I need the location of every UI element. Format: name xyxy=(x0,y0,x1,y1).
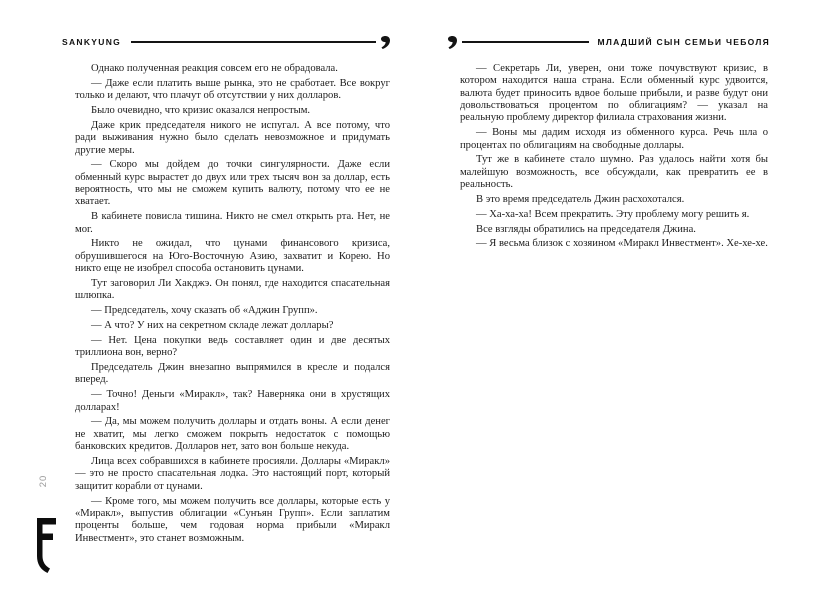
paragraph: — Да, мы можем получить доллары и отдать воны. А если денег не хватит, мы легко сможем покрыть недостаток с помощью банковских кредитов. Долларов нет, зато вон больше некуда. xyxy=(75,416,390,453)
header-rule-right xyxy=(462,41,589,44)
left-page-text xyxy=(75,63,390,545)
comma-ornament-icon xyxy=(448,36,457,49)
right-running-head-title: МЛАДШИЙ СЫН СЕМЬИ ЧЕБОЛЯ xyxy=(597,37,770,47)
paragraph: — Я весьма близок с хозяином «Миракл Инвестмент». Хе-хе-хе. xyxy=(476,238,768,250)
paragraph: Было очевидно, что кризис оказался непростым. xyxy=(91,105,311,117)
page-number: 20 xyxy=(38,474,49,488)
paragraph: Все взгляды обратились на председателя Джина. xyxy=(476,223,696,235)
right-page-text xyxy=(460,63,768,251)
paragraph: — Кроме того, мы можем получить все доллары, которые есть у «Миракл», выпустив облигации «Сунъян Групп». Если заплатим проценты больше, чем годовая норма прибыли «Миракл Инвестмент», это станет возможным. xyxy=(75,495,390,544)
left-running-header xyxy=(62,36,390,48)
paragraph: Однако полученная реакция совсем его не обрадовала. xyxy=(91,63,338,74)
paragraph: — Скоро мы дойдем до точки сингулярности. Даже если обменный курс вырастет до двух или трех тысяч вон за доллар, есть вероятность, что мы не сможем купить валюту, потому что ее не хватает. xyxy=(75,159,390,208)
paragraph: — Даже если платить выше рынка, это не сработает. Все вокруг только и делают, что плачут об отсутствии у них долларов. xyxy=(75,77,390,102)
page-right xyxy=(448,36,770,253)
paragraph: — Воны мы дадим исходя из обменного курса. Речь шла о процентах по облигациям на свободные доллары. xyxy=(460,127,768,151)
paragraph: — Председатель, хочу сказать об «Аджин Групп». xyxy=(91,305,318,317)
right-running-header xyxy=(448,36,770,48)
paragraph: — Точно! Деньги «Миракл», так? Наверняка они в хрустящих долларах! xyxy=(75,389,390,413)
paragraph: В это время председатель Джин расхохотался. xyxy=(476,193,685,205)
paragraph: — Ха-ха-ха! Всем прекратить. Эту проблему могу решить я. xyxy=(476,208,750,220)
paragraph: — Секретарь Ли, уверен, они тоже почувствуют кризис, в котором находится наша страна. Если обменный курс удвоится, валюта будет приносить вдвое больше прибыли, и разве будут они довольствоваться процентом по облигациям? — указал на реальную проблему директор филиала страхования жизни. xyxy=(460,63,768,124)
paragraph: Тут заговорил Ли Хакджэ. Он понял, где находится спасательная шлюпка. xyxy=(75,278,390,302)
paragraph: Никто не ожидал, что цунами финансового кризиса, обрушившегося на Юго-Восточную Азию, захватит и Корею. Но никто еще не изобрел способа остановить цунами. xyxy=(75,238,390,275)
paragraph: Тут же в кабинете стало шумно. Раз удалось найти хотя бы малейшую возможность, все обсуждали, как превратить ее в реальность. xyxy=(460,154,768,191)
left-running-head-title: SANKYUNG xyxy=(62,37,122,47)
comma-ornament-icon xyxy=(381,36,390,49)
paragraph: Даже крик председателя никого не испугал. А все потому, что ради выживания нужно было сделать невозможное и придумать другие меры. xyxy=(75,119,390,156)
page-left xyxy=(62,36,390,547)
paragraph: Лица всех собравшихся в кабинете просияли. Доллары «Миракл» — это не просто спасательная лодка. Это настоящий порт, который защитит корабли от цунами. xyxy=(75,455,390,492)
series-bracket-ornament-icon xyxy=(33,516,57,574)
paragraph: — А что? У них на секретном складе лежат доллары? xyxy=(91,320,334,332)
paragraph: В кабинете повисла тишина. Никто не смел открыть рта. Нет, не мог. xyxy=(75,211,390,235)
paragraph: — Нет. Цена покупки ведь составляет один и две десятых триллиона вон, верно? xyxy=(75,334,390,359)
paragraph: Председатель Джин внезапно выпрямился в кресле и подался вперед. xyxy=(75,362,390,386)
header-rule-left xyxy=(131,41,376,44)
